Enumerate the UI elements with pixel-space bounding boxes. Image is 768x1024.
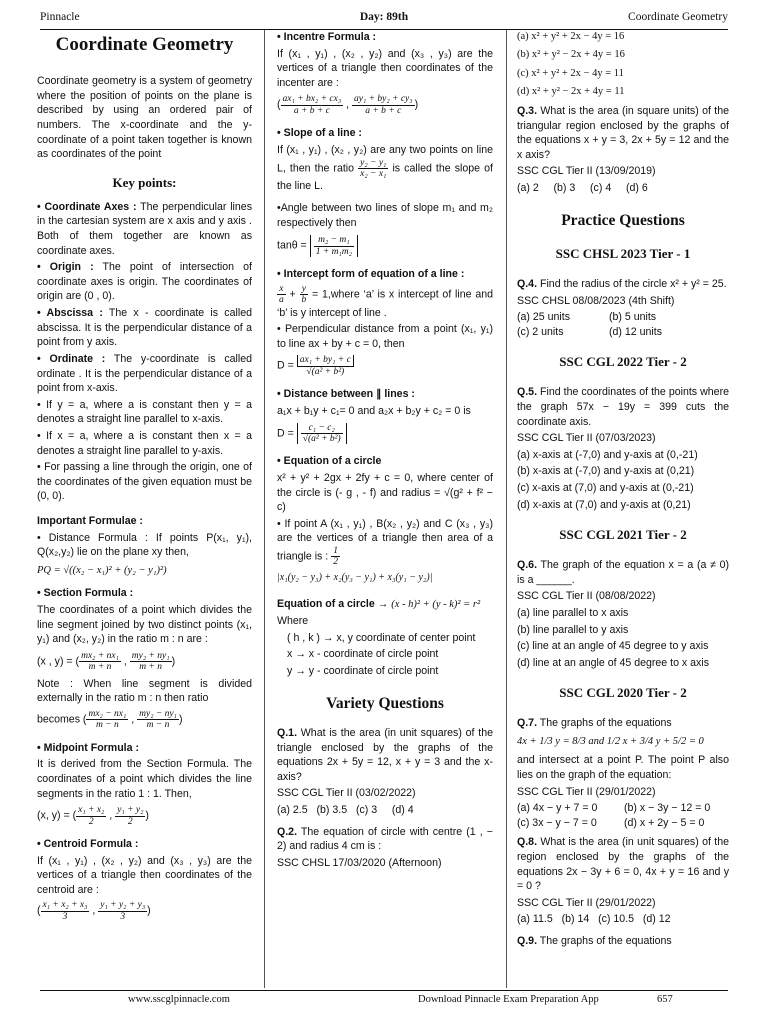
fraction-denominator: 2 [88,816,94,827]
midpoint-heading [37,741,252,756]
fraction-denominator: 2 [127,816,133,827]
triangle-text: • If point A (x₁ , y₁) , B(x₂ , y₂) and C (x₃ , y₃) are the vertices of a triangle then area of a triangle is : [277,517,493,563]
section-formula: (x , y) = ( $\frac{\text{mx₂ + nx₁}}{m + n}$ , $\frac{\text{my₂ + ny₁}}{m + n}$ ) [37,650,176,673]
exam-heading-cgl-2022: SSC CGL 2022 Tier - 2 [559,354,687,370]
option[interactable]: (b) 14 [561,913,590,926]
fraction-numerator: m₂ − m₁ [314,235,354,246]
fraction-numerator: x [277,284,286,295]
intercept-text: $\frac{x}{a}$ + $\frac{y}{b}$ = 1,where ‘a’ is x intercept of line and ‘b’ is y intercept of line . [277,283,493,319]
question-label: Q.7. [517,717,538,730]
question-3 [517,104,729,162]
abs-bars [297,423,347,445]
important-formulae-heading [37,514,252,529]
question-label: Q.8. [517,836,538,849]
question-text: The graph of the equation x = a (a ≠ 0) is a ______. [517,559,729,586]
option[interactable]: (d) 4 [391,804,414,817]
fraction-numerator: my₂ − ny₁ [139,708,177,719]
question-text: The graphs of the equations [537,935,672,948]
ext-fraction-x [86,709,128,731]
column-theory [37,30,252,988]
question-source: SSC CGL Tier II (07/03/2023) [517,432,656,445]
fraction-denominator: √(a² + b²) [302,433,341,444]
slope-heading [277,126,493,141]
parallel-text: a₁x + b₁y + c₁= 0 and a₂x + b₂y + c₂ = 0 is [277,404,471,417]
footer-website-link[interactable]: www.sscglpinnacle.com [128,994,230,1005]
option[interactable]: (c) line at an angle of 45 degree to y axis [517,640,709,653]
centroid-formula: ( $\frac{\text{x₁ + x₂ + x₃}}{3}$ , $\frac{\text{y₁ + y₂ + y₃}}{3}$ ) [37,900,151,922]
fraction-numerator: x₁ + x₂ + x₃ [42,900,88,911]
option[interactable]: (a) x-axis at (-7,0) and y-axis at (0,-21) [517,448,698,461]
circle-text: x² + y² + 2gx + 2fy + c = 0, where center of the circle is (- g , - f) and radius = √(g² + f² − c) [277,472,493,514]
where-item: x → x - coordinate of circle point [287,648,439,661]
midpoint-formula: (x, y) = ( $\frac{\text{x₁ + x₂}}{2}$ , $\frac{\text{y₁ + y₂}}{2}$ ) [37,805,149,827]
option[interactable]: (d) 6 [625,181,648,194]
column-divider [264,30,265,988]
axes-point [37,200,252,258]
section-lhs: (x , y) = ( [37,655,80,668]
q4-options [517,310,729,339]
cen-fraction-x [41,900,90,922]
question-source: SSC CHSL 08/08/2023 (4th Shift) [517,294,675,307]
perp-fraction [297,355,354,377]
fraction-numerator: y₂ − y₁ [360,157,387,168]
option[interactable]: (a) 11.5 [517,913,553,926]
q7-equations: 4x + 1/3 y = 8/3 and 1/2 x + 3/4 y + 5/2 = 0 [517,735,704,747]
fraction-numerator: ax₁ + by₁ + c [297,355,354,365]
header-brand: Pinnacle [40,11,80,23]
question-8 [517,835,729,893]
question-text: The graphs of the equations [537,717,672,730]
question-source: SSC CGL Tier II (03/02/2022) [277,787,416,800]
option[interactable]: (c) x² + y² + 2x − 4y = 11 [517,67,624,79]
key-points-heading: Key points: [112,174,177,190]
fraction-numerator: my₂ + ny₁ [131,650,170,661]
section-heading-text: • Section Formula : [37,587,134,600]
slope-text [277,143,493,194]
option[interactable]: (d) x² + y² − 2x + 4y = 11 [517,86,625,98]
fraction-denominator: m + n [88,662,112,673]
question-label: Q.3. [517,104,538,117]
area-formula: |x₁(y₂ − y₃) + x₂(y₃ − y₁) + x₃(y₁ − y₂)| [277,571,433,583]
column-questions [517,30,729,988]
q7-options [517,801,729,830]
ordinate-text: The y-coordinate is called ordinate . It is the perpendicular distance of a point from x-axis. [37,352,252,395]
intro-paragraph: Coordinate geometry is a system of geometry where the position of points on the plane is described by using an ordered pair of numbers. The x-coordinate and the y- coordinate of a point taken together is known as coordinates of the point [37,75,252,161]
option[interactable]: (c) 3 [355,804,378,817]
circle2-label: Equation of a circle → [277,597,389,610]
tan-lhs: tanθ = [277,239,307,252]
footer-app-text: Download Pinnacle Exam Preparation App [418,994,599,1005]
question-source: SSC CGL Tier II (13/09/2019) [517,165,656,178]
axes-text: The perpendicular lines in the cartesian system are x axis and y axis . Both of them together are known as coordinate axes. [37,200,252,257]
parallel-heading-text: • Distance between ∥ lines : [277,388,415,401]
option[interactable]: (c) 3x − y − 7 = 0 [517,816,597,829]
ordinate-label: • Ordinate : [37,352,106,365]
option[interactable]: (c) 2 units [517,325,564,338]
distance-formula-text: • Distance Formula : If points P(x₁, y₁), Q(x₂,y₂) lie on the plane xy then, [37,531,252,559]
column-formulae [277,30,493,988]
fraction-denominator: m − n [95,720,119,731]
question-label: Q.9. [517,935,538,948]
triangle-area-text [277,517,493,568]
q3-options [517,181,729,196]
exam-heading-cgl-2021: SSC CGL 2021 Tier - 2 [559,527,687,543]
centroid-heading-text: • Centroid Formula : [37,838,139,851]
mid-fraction-y [115,805,145,827]
question-9 [517,934,729,949]
page-header [40,8,728,30]
fraction-denominator: a + b + c [293,105,330,116]
question-6 [517,558,729,587]
question-2 [277,825,493,854]
fraction-denominator: b [301,295,307,306]
fraction-numerator: ay₁ + by₂ + cy₃ [353,94,413,105]
imp-heading-text: Important Formulae : [37,515,143,527]
origin-pass-point: • For passing a line through the origin, one of the coordinates of the given equation must be (0, 0). [37,461,252,503]
option[interactable]: (d) line at an angle of 45 degree to x axis [517,656,709,669]
par-fraction [301,423,343,445]
circle-heading-text: • Equation of a circle [277,455,382,468]
slope-heading-text: • Slope of a line : [277,127,362,140]
q8-options [517,912,729,927]
option[interactable]: (b) 3.5 [316,804,348,817]
circle2-line [277,597,493,612]
slope-text-start: If (x₁ , y₁) , (x₂ , y₂) are any two points on line L, then the ratio [277,143,493,175]
option[interactable]: (b) line parallel to y axis [517,623,629,636]
option[interactable]: (a) 4x − y + 7 = 0 [517,802,598,815]
option[interactable]: (a) 2 [517,181,539,194]
where-item: ( h , k ) → x, y coordinate of center point [287,631,476,644]
parallel-heading [277,387,493,402]
mid-heading-text: • Midpoint Formula : [37,741,139,754]
header-topic: Coordinate Geometry [628,11,728,23]
incentre-formula: ( $\frac{\text{ax₁ + bx₂ + cx₃}}{a + b + c}$ , $\frac{\text{ay₁ + by₂ + cy₃}}{a + b + c}$ ) [277,94,419,116]
where-item: y → y - coordinate of circle point [287,665,439,678]
option[interactable]: (b) x² + y² − 2x + 4y = 16 [517,49,625,61]
intercept-heading [277,267,493,282]
circle-heading [277,454,493,469]
fraction-denominator: a [279,295,284,306]
y-over-b [300,284,309,306]
inc-fraction-x [281,94,344,116]
question-source: SSC CGL Tier II (08/08/2022) [517,590,656,603]
centroid-text: If (x₁ , y₁) , (x₂ , y₂) and (x₃ , y₃) are the vertices of a triangle then coordinates of the centroid are : [37,854,252,896]
cen-fraction-y [98,900,147,922]
question-label: Q.6. [517,559,538,572]
incentre-heading [277,30,493,45]
angle-text: •Angle between two lines of slope m₁ and m₂ respectively then [277,202,493,229]
tan-formula [277,235,493,257]
fraction-numerator: 1 [333,546,338,557]
question-source: SSC CGL Tier II (29/01/2022) [517,896,656,909]
origin-point [37,260,252,304]
incentre-text: If (x₁ , y₁) , (x₂ , y₂) and (x₃ , y₃) are the vertices of a triangle then coordinates of the incenter are : [277,47,493,89]
option[interactable]: (d) x + 2y − 5 = 0 [624,816,705,829]
fraction-numerator: mx₂ − nx₁ [88,708,127,719]
half-fraction [331,546,340,568]
option[interactable]: (b) x-axis at (-7,0) and y-axis at (0,21) [517,465,695,478]
fraction-denominator: 3 [120,911,126,922]
origin-text: The point of intersection of coordinate axes is origin. The coordinates of origin are (0 , 0). [37,261,252,303]
section-fraction-y [130,651,172,673]
q1-options [277,803,493,818]
fraction-numerator: c₁ − c₂ [301,423,343,434]
midpoint-text: It is derived from the Section Formula. The coordinates of a point which divides the line segments in the ratio 1 : 1. Then, [37,758,252,800]
fraction-denominator: m − n [146,720,170,731]
mid-lhs: (x, y) = ( [37,809,77,822]
option[interactable]: (b) 5 units [609,311,657,324]
option[interactable]: (d) x-axis at (7,0) and y-axis at (0,21) [517,498,691,511]
tan-fraction [314,235,354,257]
question-text: What is the area (in unit squares) of the region enclosed by the graphs of the equations 2x − 3y + 6 = 0, 4x + y = 16 and y = 0 ? [517,836,729,893]
circle2-formula: (x - h)² + (y - k)² = r² [391,598,481,610]
if-x-point: • If x = a, where a is constant then x = a denotes a straight line parallel to y-axis. [37,429,252,457]
option[interactable]: (a) 25 units [517,311,570,324]
variety-questions-heading: Variety Questions [326,694,444,712]
page-title: Coordinate Geometry [55,34,234,55]
slope-text-end: is called the slope of the line L. [277,162,493,193]
question-text: The equation of circle with centre (1 , − 2) and radius 4 cm is : [277,825,493,853]
question-5 [517,385,729,429]
parallel-formula [277,423,493,445]
mid-fraction-x [76,805,106,827]
question-4 [517,277,729,292]
ordinate-point [37,352,252,396]
fraction-numerator: y₁ + y₂ + y₃ [100,900,146,911]
distance-formula: PQ = √((x₂ − x₁)² + (y₂ − y₁)²) [37,564,167,576]
column-divider [506,30,507,988]
fraction-numerator: mx₂ + nx₁ [81,650,119,661]
question-label: Q.4. [517,277,538,290]
fraction-denominator: 2 [333,557,338,568]
question-text: Find the coordinates of the points where the graph 57x − 19y = 399 cuts the coordinate axis. [517,386,729,428]
question-label: Q.2. [277,825,298,838]
question-text: What is the area (in unit squares) of the triangle enclosed by the graphs of the equations 2x + 5y = 12, x + y = 3 and the x-axis? [277,727,493,783]
abscissa-point [37,306,252,350]
option[interactable]: (d) 12 units [609,325,662,338]
question-text: Find the radius of the circle x² + y² = 25. [537,277,727,290]
intercept-text-rest: = 1,where ‘a’ is x intercept of line and ‘b’ is y intercept of line . [277,288,493,319]
origin-label: • Origin : [37,261,94,274]
fraction-numerator: ax₁ + bx₂ + cx₃ [282,94,342,105]
fraction-denominator: 3 [62,911,68,922]
option[interactable]: (b) x − 3y − 12 = 0 [624,802,711,815]
fraction-denominator: 1 + m₁m₂ [315,246,352,257]
page-number: 657 [657,994,673,1005]
page-footer [40,990,728,1005]
question-7 [517,716,729,731]
option[interactable]: (d) 12 [642,913,671,926]
practice-questions-heading: Practice Questions [561,211,685,229]
external-note: Note : When line segment is divided externally in the ratio m : n then ratio [37,677,252,705]
section-formula-heading [37,586,252,601]
abs-bars [310,235,358,257]
centroid-heading [37,837,252,852]
ext-fraction-y [137,709,179,731]
par-lhs: D = [277,427,294,440]
slope-fraction [358,158,388,180]
option[interactable]: (c) 4 [590,181,612,194]
fraction-numerator: y₁ + y₂ [117,805,144,816]
option[interactable]: (c) 10.5 [598,913,635,926]
option[interactable]: (a) x² + y² + 2x − 4y = 16 [517,31,625,42]
where-label: Where [277,615,309,628]
perp-lhs: D = [277,360,294,373]
axes-label: • Coordinate Axes : [37,200,137,213]
header-day: Day: 89th [359,11,409,23]
fraction-denominator: m + n [139,662,163,673]
becomes-text: becomes ( [37,713,87,726]
exam-heading-cgl-2020: SSC CGL 2020 Tier - 2 [559,685,687,701]
option[interactable]: (a) 2.5 [277,804,308,817]
fraction-numerator: y [300,284,309,295]
intercept-heading-text: • Intercept form of equation of a line : [277,268,465,281]
fraction-denominator: x₂ − x₁ [360,168,387,179]
option[interactable]: (b) 3 [553,181,576,194]
abscissa-label: • Abscissa : [37,307,103,320]
section-fraction-x [79,651,121,673]
perpendicular-formula [277,355,493,377]
exam-heading-chsl-2023: SSC CHSL 2023 Tier - 1 [555,245,691,261]
incentre-heading-text: • Incentre Formula : [277,31,377,43]
fraction-denominator: a + b + c [365,105,402,116]
external-formula: becomes ( $\frac{\text{mx₂ − nx₁}}{m - n}$ , $\frac{\text{my₂ − ny₁}}{m - n}$ ) [37,708,183,731]
question-1 [277,726,493,784]
q7-rest: and intersect at a point P. The point P also lies on the graph of the equation: [517,754,729,781]
fraction-denominator: √(a² + b²) [297,366,354,377]
abscissa-text: The x - coordinate is called abscissa. It is the perpendicular distance of a point from y axis. [37,307,252,349]
question-source: SSC CHSL 17/03/2020 (Afternoon) [277,856,442,869]
question-text: What is the area (in square units) of the triangular region enclosed by the graphs of the equations x + y = 3, 2x + 5y = 12 and the x axis? [517,104,729,161]
inc-fraction-y [352,94,415,116]
option[interactable]: (c) x-axis at (7,0) and y-axis at (0,-21) [517,481,694,494]
x-over-a [277,284,286,306]
if-y-point: • If y = a, where a is constant then y = a denotes a straight line parallel to x-axis. [37,398,252,426]
question-source: SSC CGL Tier II (29/01/2022) [517,785,656,798]
question-label: Q.5. [517,386,538,399]
question-label: Q.1. [277,727,298,740]
perpendicular-text: • Perpendicular distance from a point (x₁, y₁) to line ax + by + c = 0, then [277,323,493,350]
section-formula-text: The coordinates of a point which divides the line segment joined by two distinct points (x₁, y₁) and (x₂, y₂) in the ratio m : n are : [37,603,252,646]
fraction-numerator: x₁ + x₂ [78,805,105,816]
option[interactable]: (a) line parallel to x axis [517,606,629,619]
